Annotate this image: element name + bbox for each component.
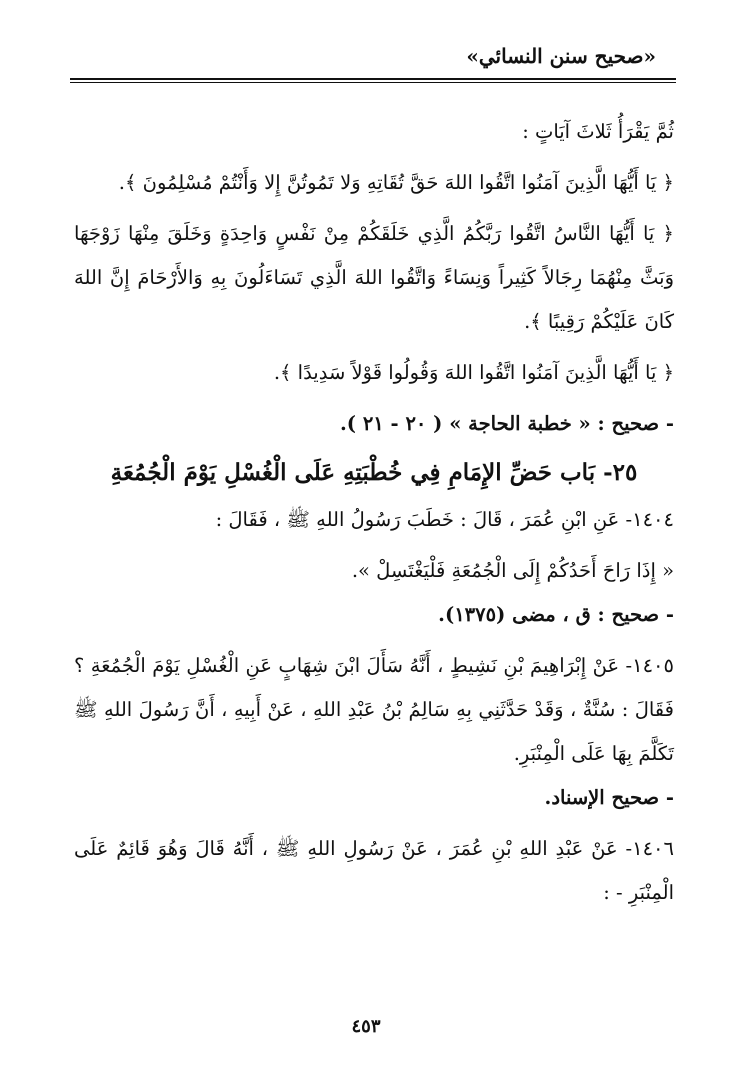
page-number: ٤٥٣ xyxy=(351,1016,381,1037)
intro-line: ثُمَّ يَقْرَأُ ثَلاثَ آيَاتٍ : xyxy=(522,120,674,143)
running-header: «صحيح سنن النسائي» xyxy=(466,44,656,68)
chapter-heading: ٢٥- بَاب حَضِّ الإِمَامِ فِي خُطْبَتِهِ عَلَى الْغُسْلِ يَوْمَ الْجُمُعَةِ xyxy=(110,459,638,486)
header-rule-thick xyxy=(70,78,676,80)
header-rule-thin xyxy=(70,82,676,83)
verse-1: ﴿ يَا أَيُّهَا الَّذِينَ آمَنُوا اتَّقُوا اللهَ حَقَّ تُقَاتِهِ وَلا تَمُوتُنَّ إِلا وَأَنْتُمْ مُسْلِمُونَ ﴾. xyxy=(118,171,674,194)
hadith-1404-text: « إِذَا رَاحَ أَحَدُكُمْ إِلَى الْجُمُعَةِ فَلْيَغْتَسِلْ ». xyxy=(351,559,674,582)
hadith-1406: ١٤٠٦- عَنْ عَبْدِ اللهِ بْنِ عُمَرَ ، عَنْ رَسُولِ اللهِ ﷺ ، أَنَّهُ قَالَ وَهُوَ قَائِمٌ عَلَى الْمِنْبَرِ - : xyxy=(74,837,674,904)
hadith-1404: ١٤٠٤- عَنِ ابْنِ عُمَرَ ، قَالَ : خَطَبَ رَسُولُ اللهِ ﷺ ، فَقَالَ : xyxy=(215,508,674,531)
page-body xyxy=(74,110,674,915)
grading-2: - صحيح : ق ، مضى (١٣٧٥). xyxy=(438,603,674,626)
verse-2: ﴿ يَا أَيُّهَا النَّاسُ اتَّقُوا رَبَّكُمُ الَّذِي خَلَقَكُمْ مِنْ نَفْسٍ وَاحِدَةٍ وَخَلَقَ مِنْهَا زَوْجَهَا وَبَثَّ مِنْهُمَا رِجَالاً كَثِيراً وَنِسَاءً وَاتَّقُوا اللهَ الَّذِي تَسَاءَلُونَ بِهِ وَالأَرْحَامَ إِنَّ اللهَ كَانَ عَلَيْكُمْ رَقِيبًا ﴾. xyxy=(74,222,674,333)
grading-1: - صحيح : « خطبة الحاجة » ( ٢٠ - ٢١ ). xyxy=(340,412,674,435)
grading-3: - صحيح الإسناد. xyxy=(544,786,674,809)
hadith-1405: ١٤٠٥- عَنْ إِبْرَاهِيمَ بْنِ نَشِيطٍ ، أَنَّهُ سَأَلَ ابْنَ شِهَابٍ عَنِ الْغُسْلِ يَوْمَ الْجُمُعَةِ ؟ فَقَالَ : سُنَّةٌ ، وَقَدْ حَدَّثَنِي بِهِ سَالِمُ بْنُ عَبْدِ اللهِ ، عَنْ أَبِيهِ ، أَنَّ رَسُولَ اللهِ ﷺ تَكَلَّمَ بِهَا عَلَى الْمِنْبَرِ. xyxy=(74,654,674,765)
verse-3: ﴿ يَا أَيُّهَا الَّذِينَ آمَنُوا اتَّقُوا اللهَ وَقُولُوا قَوْلاً سَدِيدًا ﴾. xyxy=(273,361,674,384)
